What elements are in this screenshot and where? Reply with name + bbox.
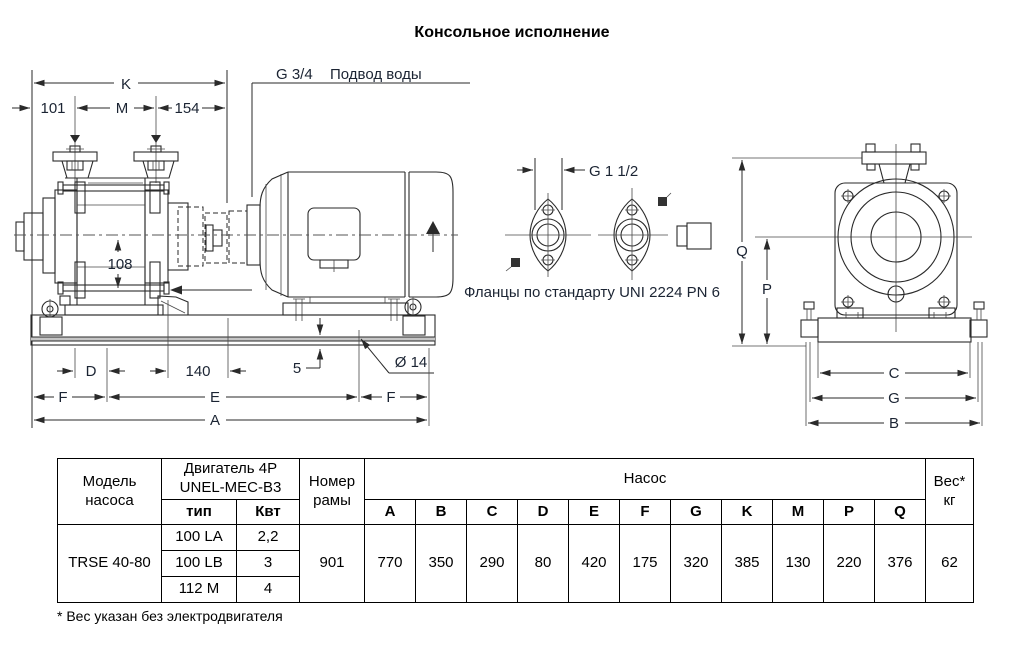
side-view — [12, 66, 470, 429]
dim-label-154: 154 — [174, 100, 200, 117]
header-dim-p: P — [824, 500, 875, 525]
cell-value-p: 220 — [824, 525, 875, 603]
cell-value-k: 385 — [722, 525, 773, 603]
header-dim-k: K — [722, 500, 773, 525]
cell-value-c: 290 — [467, 525, 518, 603]
dim-label-b: B — [888, 415, 900, 432]
header-dim-e: E — [569, 500, 620, 525]
water-inlet-label: Подвод воды — [330, 66, 422, 83]
dim-label-108: 108 — [107, 256, 133, 273]
end-view — [732, 144, 987, 432]
dim-label-q: Q — [736, 243, 748, 260]
page-title: Консольное исполнение — [414, 24, 610, 41]
header-dim-c: C — [467, 500, 518, 525]
cell-motor-power-1: 2,2 — [237, 525, 300, 551]
header-motor: Двигатель 4P UNEL-MEC-B3 — [162, 459, 300, 500]
header-weight: Вес* кг — [926, 459, 974, 525]
base-frame — [31, 315, 435, 345]
top-flange — [862, 144, 926, 183]
pump-casing — [16, 178, 188, 315]
cell-frame-number: 901 — [300, 525, 365, 603]
cell-value-q: 376 — [875, 525, 926, 603]
dim-label-101: 101 — [40, 100, 66, 117]
oval-flange-2 — [598, 188, 668, 280]
cell-value-a: 770 — [365, 525, 416, 603]
header-pump: Насос — [365, 459, 926, 500]
header-dim-d: D — [518, 500, 569, 525]
flange-standard-caption: Фланцы по стандарту UNI 2224 PN 6 — [464, 284, 720, 301]
section-mark — [511, 258, 520, 267]
header-motor-type: тип — [162, 500, 237, 525]
header-dim-g: G — [671, 500, 722, 525]
dim-label-m: M — [115, 100, 129, 117]
water-inlet-thread-label: G 3/4 — [276, 66, 313, 83]
dim-label-a: A — [209, 412, 221, 429]
cell-motor-power-3: 4 — [237, 577, 300, 603]
cell-value-e: 420 — [569, 525, 620, 603]
cell-motor-power-2: 3 — [237, 551, 300, 577]
dim-label-f-right: F — [386, 389, 396, 406]
drain-arrow — [170, 286, 182, 295]
dim-label-k: K — [120, 76, 132, 93]
terminal-box — [308, 208, 360, 260]
header-dim-b: B — [416, 500, 467, 525]
dim-label-c: C — [888, 365, 900, 382]
eyebolt-left — [40, 299, 62, 335]
dim-label-dia14: Ø 14 — [394, 354, 428, 371]
dimension-table — [57, 458, 974, 603]
cell-value-g: 320 — [671, 525, 722, 603]
header-dim-q: Q — [875, 500, 926, 525]
header-motor-power: Квт — [237, 500, 300, 525]
dim-label-d: D — [85, 363, 97, 380]
dim-label-5: 5 — [292, 360, 302, 377]
weight-footnote: * Вес указан без электродвигателя — [57, 608, 283, 624]
flange-detail — [464, 158, 720, 301]
header-dim-m: M — [773, 500, 824, 525]
header-dim-a: A — [365, 500, 416, 525]
cell-value-b: 350 — [416, 525, 467, 603]
cell-motor-type-3: 112 M — [162, 577, 237, 603]
dim-label-g-thread: G 1 1/2 — [589, 163, 639, 180]
cell-model: TRSE 40-80 — [58, 525, 162, 603]
dim-label-f-left: F — [58, 389, 68, 406]
section-mark — [658, 197, 667, 206]
plug-fitting — [677, 223, 711, 249]
cell-value-d: 80 — [518, 525, 569, 603]
dim-label-140: 140 — [185, 363, 211, 380]
cell-value-f: 175 — [620, 525, 671, 603]
cell-motor-type-2: 100 LB — [162, 551, 237, 577]
eyebolt-right — [403, 297, 425, 335]
coupling — [178, 205, 260, 266]
dim-label-g: G — [888, 390, 900, 407]
dim-label-p: P — [761, 281, 773, 298]
motor — [260, 172, 453, 321]
cell-weight: 62 — [926, 525, 974, 603]
header-model: Модель насоса — [58, 459, 162, 525]
vent-arrow — [426, 221, 440, 234]
header-frame-number: Номер рамы — [300, 459, 365, 525]
cell-motor-type-1: 100 LA — [162, 525, 237, 551]
cell-value-m: 130 — [773, 525, 824, 603]
header-dim-f: F — [620, 500, 671, 525]
end-view-base — [801, 302, 987, 426]
dim-label-e: E — [209, 389, 221, 406]
